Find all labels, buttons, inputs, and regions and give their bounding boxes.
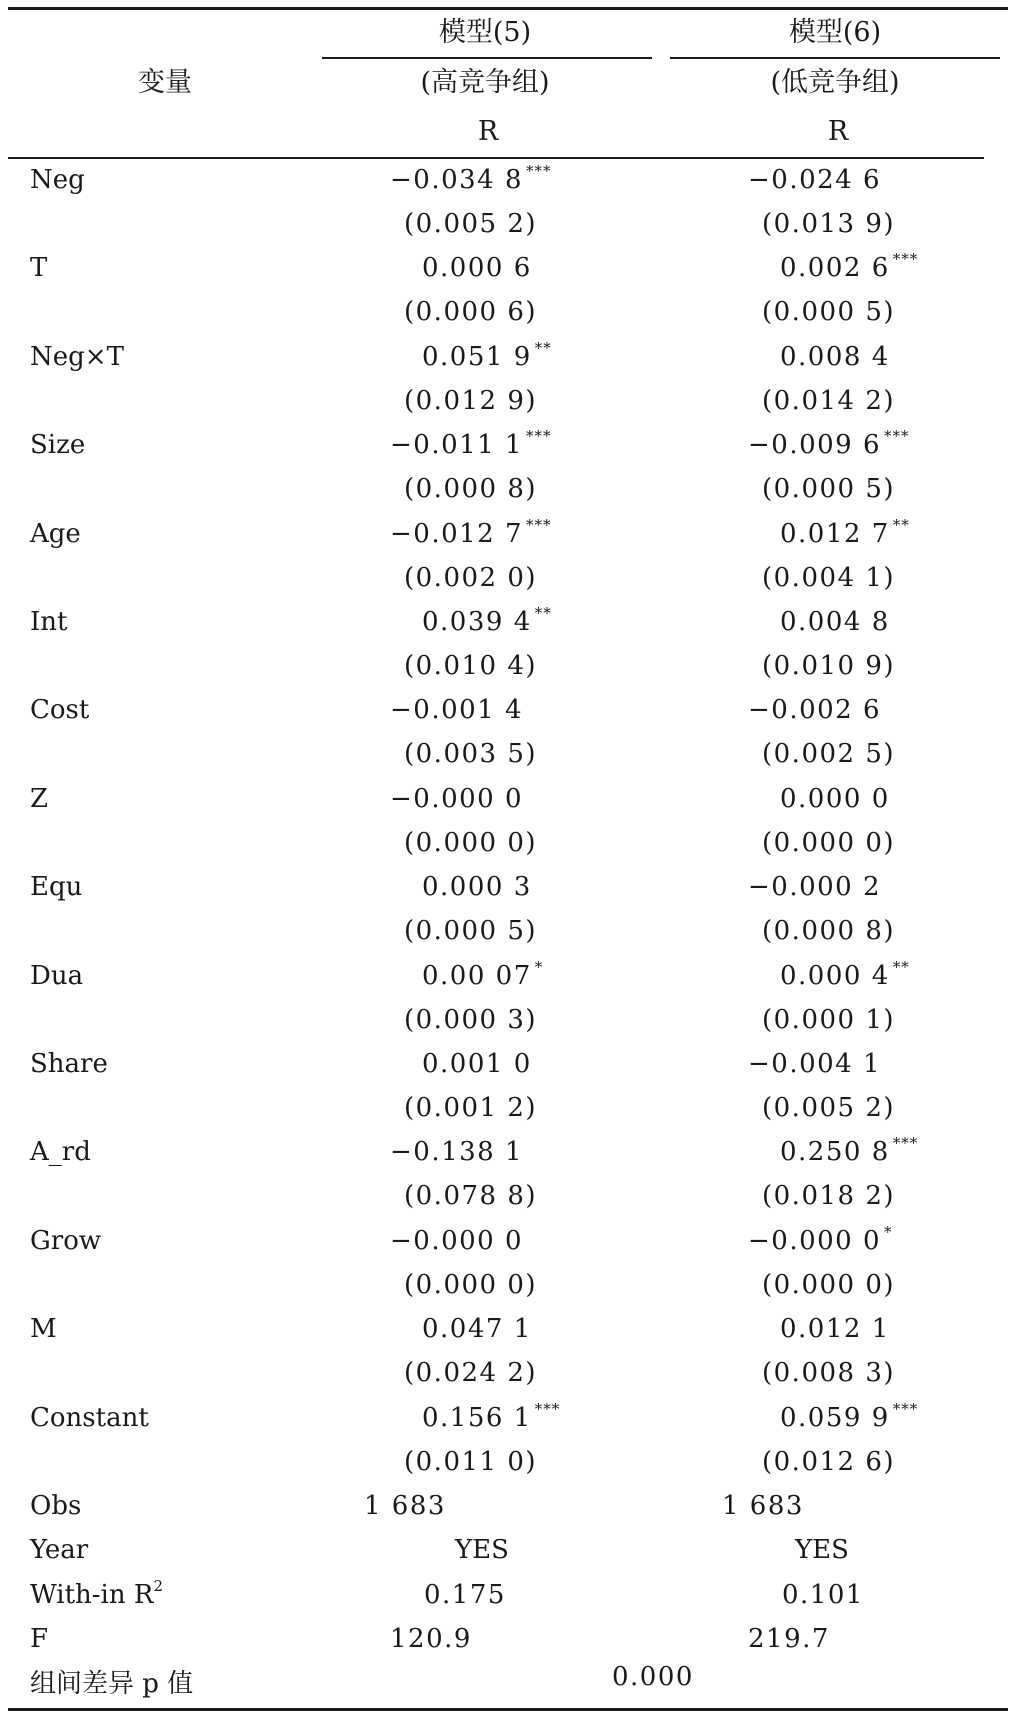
- year-label: Year: [30, 1535, 89, 1565]
- model6-standard-error: (0.004 1): [762, 563, 896, 593]
- model5-coefficient: [422, 340, 552, 374]
- model6-coefficient-value: 0.002 6: [780, 253, 890, 283]
- model5-significance-stars: ***: [534, 1400, 561, 1418]
- model6-significance-stars: ***: [884, 427, 910, 445]
- model5-standard-error: (0.000 0): [404, 828, 538, 858]
- model5-title: 模型(5): [438, 17, 532, 48]
- model5-standard-error: (0.002 0): [404, 563, 538, 593]
- model5-standard-error: (0.010 4): [404, 651, 538, 681]
- model6-coefficient: [780, 517, 910, 551]
- row-label: Age: [30, 519, 81, 549]
- r2-label-text: With-in R: [30, 1580, 154, 1610]
- row-label: A_rd: [30, 1137, 91, 1167]
- row-label: Neg: [30, 165, 85, 195]
- r2-model5: 0.175: [424, 1580, 506, 1610]
- model6-standard-error: (0.000 1): [762, 1005, 896, 1035]
- model5-standard-error: (0.005 2): [404, 209, 538, 239]
- model5-standard-error: (0.000 5): [404, 916, 538, 946]
- model6-coefficient: [748, 163, 884, 197]
- model6-coefficient: [780, 251, 918, 285]
- row-label: Neg×T: [30, 342, 124, 372]
- model6-coefficient: [748, 870, 884, 904]
- model5-coefficient: [390, 163, 552, 197]
- model5-coefficient-value: 0.00 07: [422, 961, 532, 991]
- model6-coefficient-value: 0.059 9: [780, 1403, 890, 1433]
- model6-coefficient-value: 0.000 4: [780, 961, 890, 991]
- model6-coefficient-value: 0.000 0: [780, 784, 890, 814]
- model6-standard-error: (0.014 2): [762, 386, 896, 416]
- obs-model5: 1 683: [364, 1491, 446, 1521]
- model6-standard-error: (0.000 5): [762, 474, 896, 504]
- model5-coefficient-value: 0.156 1: [422, 1403, 532, 1433]
- model6-coefficient-value: −0.004 1: [748, 1049, 882, 1079]
- row-label: Z: [30, 784, 49, 814]
- model6-header-underline: [670, 57, 1000, 59]
- model5-standard-error: (0.000 8): [404, 474, 538, 504]
- model5-coefficient-value: 0.000 3: [422, 872, 532, 902]
- model6-significance-stars: *: [884, 1223, 893, 1241]
- model6-coefficient: [780, 1312, 893, 1346]
- model6-coefficient-value: −0.000 0: [748, 1226, 882, 1256]
- model6-coefficient-value: 0.250 8: [780, 1137, 890, 1167]
- p-value-label: 组间差异 p 值: [30, 1669, 194, 1699]
- model5-dependent-var: R: [477, 116, 499, 147]
- model6-coefficient-value: 0.012 7: [780, 519, 890, 549]
- model5-coefficient: [422, 251, 535, 285]
- header-bottom-rule: [8, 157, 984, 159]
- top-rule: [8, 7, 1008, 10]
- model5-coefficient-value: −0.000 0: [390, 1226, 524, 1256]
- model6-coefficient: [780, 782, 893, 816]
- model5-coefficient: [390, 782, 526, 816]
- model6-standard-error: (0.000 8): [762, 916, 896, 946]
- f-model5: 120.9: [390, 1624, 472, 1654]
- model5-standard-error: (0.000 3): [404, 1005, 538, 1035]
- model6-coefficient: [780, 340, 893, 374]
- model6-title: 模型(6): [788, 17, 882, 48]
- model5-standard-error: (0.000 6): [404, 297, 538, 327]
- model6-standard-error: (0.002 5): [762, 739, 896, 769]
- model6-significance-stars: ***: [892, 1134, 919, 1152]
- model6-standard-error: (0.008 3): [762, 1358, 896, 1388]
- model6-group: (低竞争组): [770, 67, 900, 98]
- model5-coefficient: [390, 693, 526, 727]
- model6-standard-error: (0.010 9): [762, 651, 896, 681]
- model6-coefficient-value: 0.008 4: [780, 342, 890, 372]
- model5-coefficient: [422, 870, 535, 904]
- model6-coefficient-value: −0.009 6: [748, 430, 882, 460]
- f-model6: 219.7: [748, 1624, 830, 1654]
- model5-coefficient-value: −0.000 0: [390, 784, 524, 814]
- model6-coefficient: [748, 1047, 884, 1081]
- bottom-rule: [8, 1708, 1008, 1711]
- row-label: Size: [30, 430, 86, 460]
- model5-coefficient-value: 0.051 9: [422, 342, 532, 372]
- model5-coefficient-value: −0.011 1: [390, 430, 524, 460]
- model5-header-underline: [322, 57, 652, 59]
- model5-significance-stars: **: [534, 604, 552, 622]
- model5-significance-stars: **: [534, 339, 552, 357]
- model6-coefficient-value: 0.004 8: [780, 607, 890, 637]
- row-label: Cost: [30, 695, 90, 725]
- r2-model6: 0.101: [782, 1580, 864, 1610]
- model6-coefficient: [748, 428, 910, 462]
- model5-coefficient: [390, 428, 552, 462]
- model5-standard-error: (0.011 0): [404, 1447, 538, 1477]
- model6-coefficient: [748, 693, 884, 727]
- model5-coefficient: [422, 1047, 535, 1081]
- model5-group: (高竞争组): [420, 67, 550, 98]
- row-label: Equ: [30, 872, 83, 902]
- model6-coefficient-value: −0.000 2: [748, 872, 882, 902]
- model6-coefficient-value: 0.012 1: [780, 1314, 890, 1344]
- obs-label: Obs: [30, 1491, 82, 1521]
- model5-coefficient: [422, 959, 543, 993]
- year-model5: YES: [455, 1535, 509, 1565]
- model6-coefficient-value: −0.002 6: [748, 695, 882, 725]
- model5-significance-stars: *: [534, 958, 544, 976]
- model5-standard-error: (0.001 2): [404, 1093, 538, 1123]
- model5-coefficient-value: 0.001 0: [422, 1049, 532, 1079]
- model5-standard-error: (0.078 8): [404, 1181, 538, 1211]
- model6-standard-error: (0.000 5): [762, 297, 896, 327]
- model5-coefficient-value: 0.039 4: [422, 607, 532, 637]
- model6-significance-stars: ***: [892, 250, 919, 268]
- model5-coefficient: [422, 1312, 535, 1346]
- model6-coefficient: [780, 1401, 918, 1435]
- model6-standard-error: (0.000 0): [762, 828, 896, 858]
- model5-coefficient: [422, 605, 552, 639]
- r2-label: [30, 1578, 163, 1612]
- model5-coefficient: [422, 1401, 560, 1435]
- model5-coefficient: [390, 1135, 526, 1169]
- model6-coefficient: [780, 605, 893, 639]
- variable-header: 变量: [138, 67, 192, 98]
- r2-superscript: 2: [153, 1577, 164, 1595]
- model5-standard-error: (0.000 0): [404, 1270, 538, 1300]
- p-value: 0.000: [612, 1662, 694, 1692]
- model6-standard-error: (0.013 9): [762, 209, 896, 239]
- model5-coefficient: [390, 1224, 526, 1258]
- row-label: Constant: [30, 1403, 149, 1433]
- model5-coefficient-value: −0.034 8: [390, 165, 524, 195]
- model6-significance-stars: ***: [892, 1400, 919, 1418]
- model5-standard-error: (0.003 5): [404, 739, 538, 769]
- obs-model6: 1 683: [722, 1491, 804, 1521]
- model5-coefficient: [390, 517, 552, 551]
- model5-significance-stars: ***: [526, 162, 552, 180]
- model5-coefficient-value: 0.047 1: [422, 1314, 532, 1344]
- model6-dependent-var: R: [827, 116, 849, 147]
- row-label: Int: [30, 607, 68, 637]
- model6-significance-stars: **: [892, 516, 910, 534]
- model5-significance-stars: ***: [526, 516, 552, 534]
- row-label: T: [30, 253, 48, 283]
- model6-coefficient: [780, 959, 910, 993]
- model6-standard-error: (0.000 0): [762, 1270, 896, 1300]
- model6-standard-error: (0.005 2): [762, 1093, 896, 1123]
- row-label: Share: [30, 1049, 108, 1079]
- model6-coefficient: [780, 1135, 918, 1169]
- model6-coefficient-value: −0.024 6: [748, 165, 882, 195]
- f-label: F: [30, 1624, 49, 1654]
- year-model6: YES: [795, 1535, 849, 1565]
- row-label: Grow: [30, 1226, 102, 1256]
- model6-standard-error: (0.012 6): [762, 1447, 896, 1477]
- model5-significance-stars: ***: [526, 427, 552, 445]
- model5-coefficient-value: −0.138 1: [390, 1137, 524, 1167]
- model6-standard-error: (0.018 2): [762, 1181, 896, 1211]
- model5-coefficient-value: 0.000 6: [422, 253, 532, 283]
- row-label: M: [30, 1314, 57, 1344]
- model6-significance-stars: **: [892, 958, 910, 976]
- model5-coefficient-value: −0.001 4: [390, 695, 524, 725]
- row-label: Dua: [30, 961, 84, 991]
- model6-coefficient: [748, 1224, 893, 1258]
- model5-standard-error: (0.024 2): [404, 1358, 538, 1388]
- model5-standard-error: (0.012 9): [404, 386, 538, 416]
- model5-coefficient-value: −0.012 7: [390, 519, 524, 549]
